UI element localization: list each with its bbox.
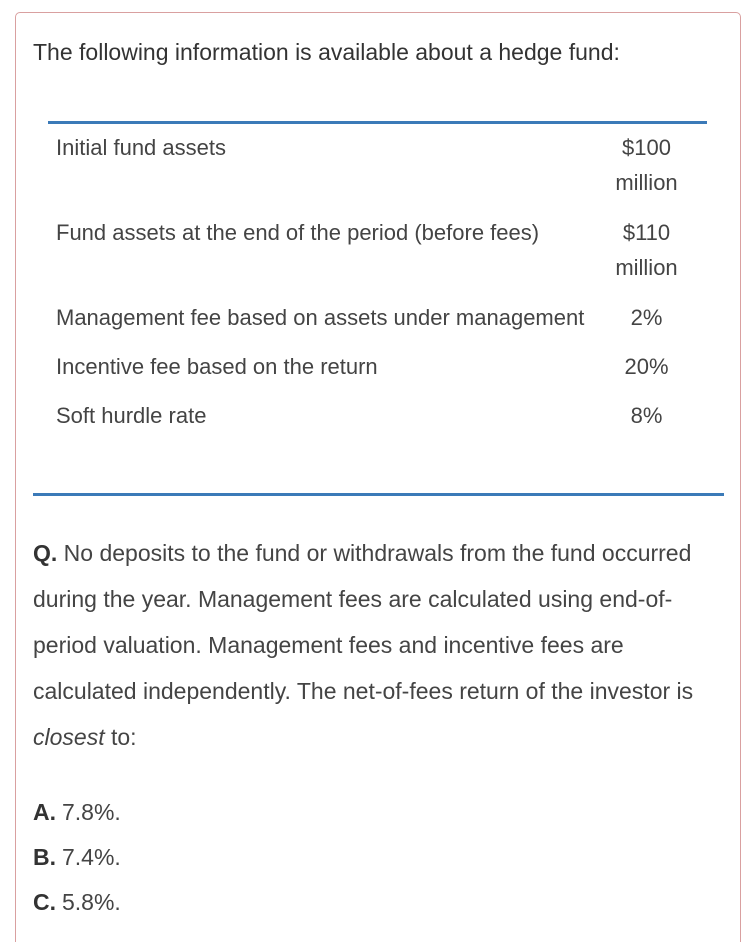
fact-value: $110 million <box>615 220 678 280</box>
fact-value: 2% <box>630 305 663 330</box>
option-b[interactable]: B. 7.4%. <box>33 844 121 870</box>
fact-value: 8% <box>630 403 663 428</box>
fact-label: Soft hurdle rate <box>56 403 207 428</box>
fact-value: 20% <box>624 354 669 379</box>
table-row <box>48 398 707 433</box>
fact-value: $100 million <box>615 135 678 195</box>
question-emphasis: closest <box>33 724 105 750</box>
table-row <box>48 349 707 398</box>
option-a[interactable]: A. 7.8%. <box>33 799 121 825</box>
answer-options <box>33 790 121 925</box>
fact-label: Initial fund assets <box>56 135 226 160</box>
table-row <box>48 215 707 300</box>
table-bottom-rule <box>33 493 724 496</box>
facts-table <box>48 130 707 433</box>
intro-text: The following information is available about a hedge fund: <box>33 39 620 65</box>
question-label: Q. <box>33 540 58 566</box>
fact-label: Incentive fee based on the return <box>56 354 378 379</box>
table-row <box>48 300 707 349</box>
option-c[interactable]: C. 5.8%. <box>33 889 121 915</box>
table-top-rule <box>48 121 707 124</box>
fact-label: Management fee based on assets under management <box>56 305 585 330</box>
table-row <box>48 130 707 215</box>
question-text: Q. No deposits to the fund or withdrawals from the fund occurred during the year. Management fees are calculated using end-of-period valuation. Management fees and incentive fees are calculated independently. The net-of-fees return of the investor is closest to: <box>33 540 694 750</box>
fact-label: Fund assets at the end of the period (before fees) <box>56 220 540 245</box>
